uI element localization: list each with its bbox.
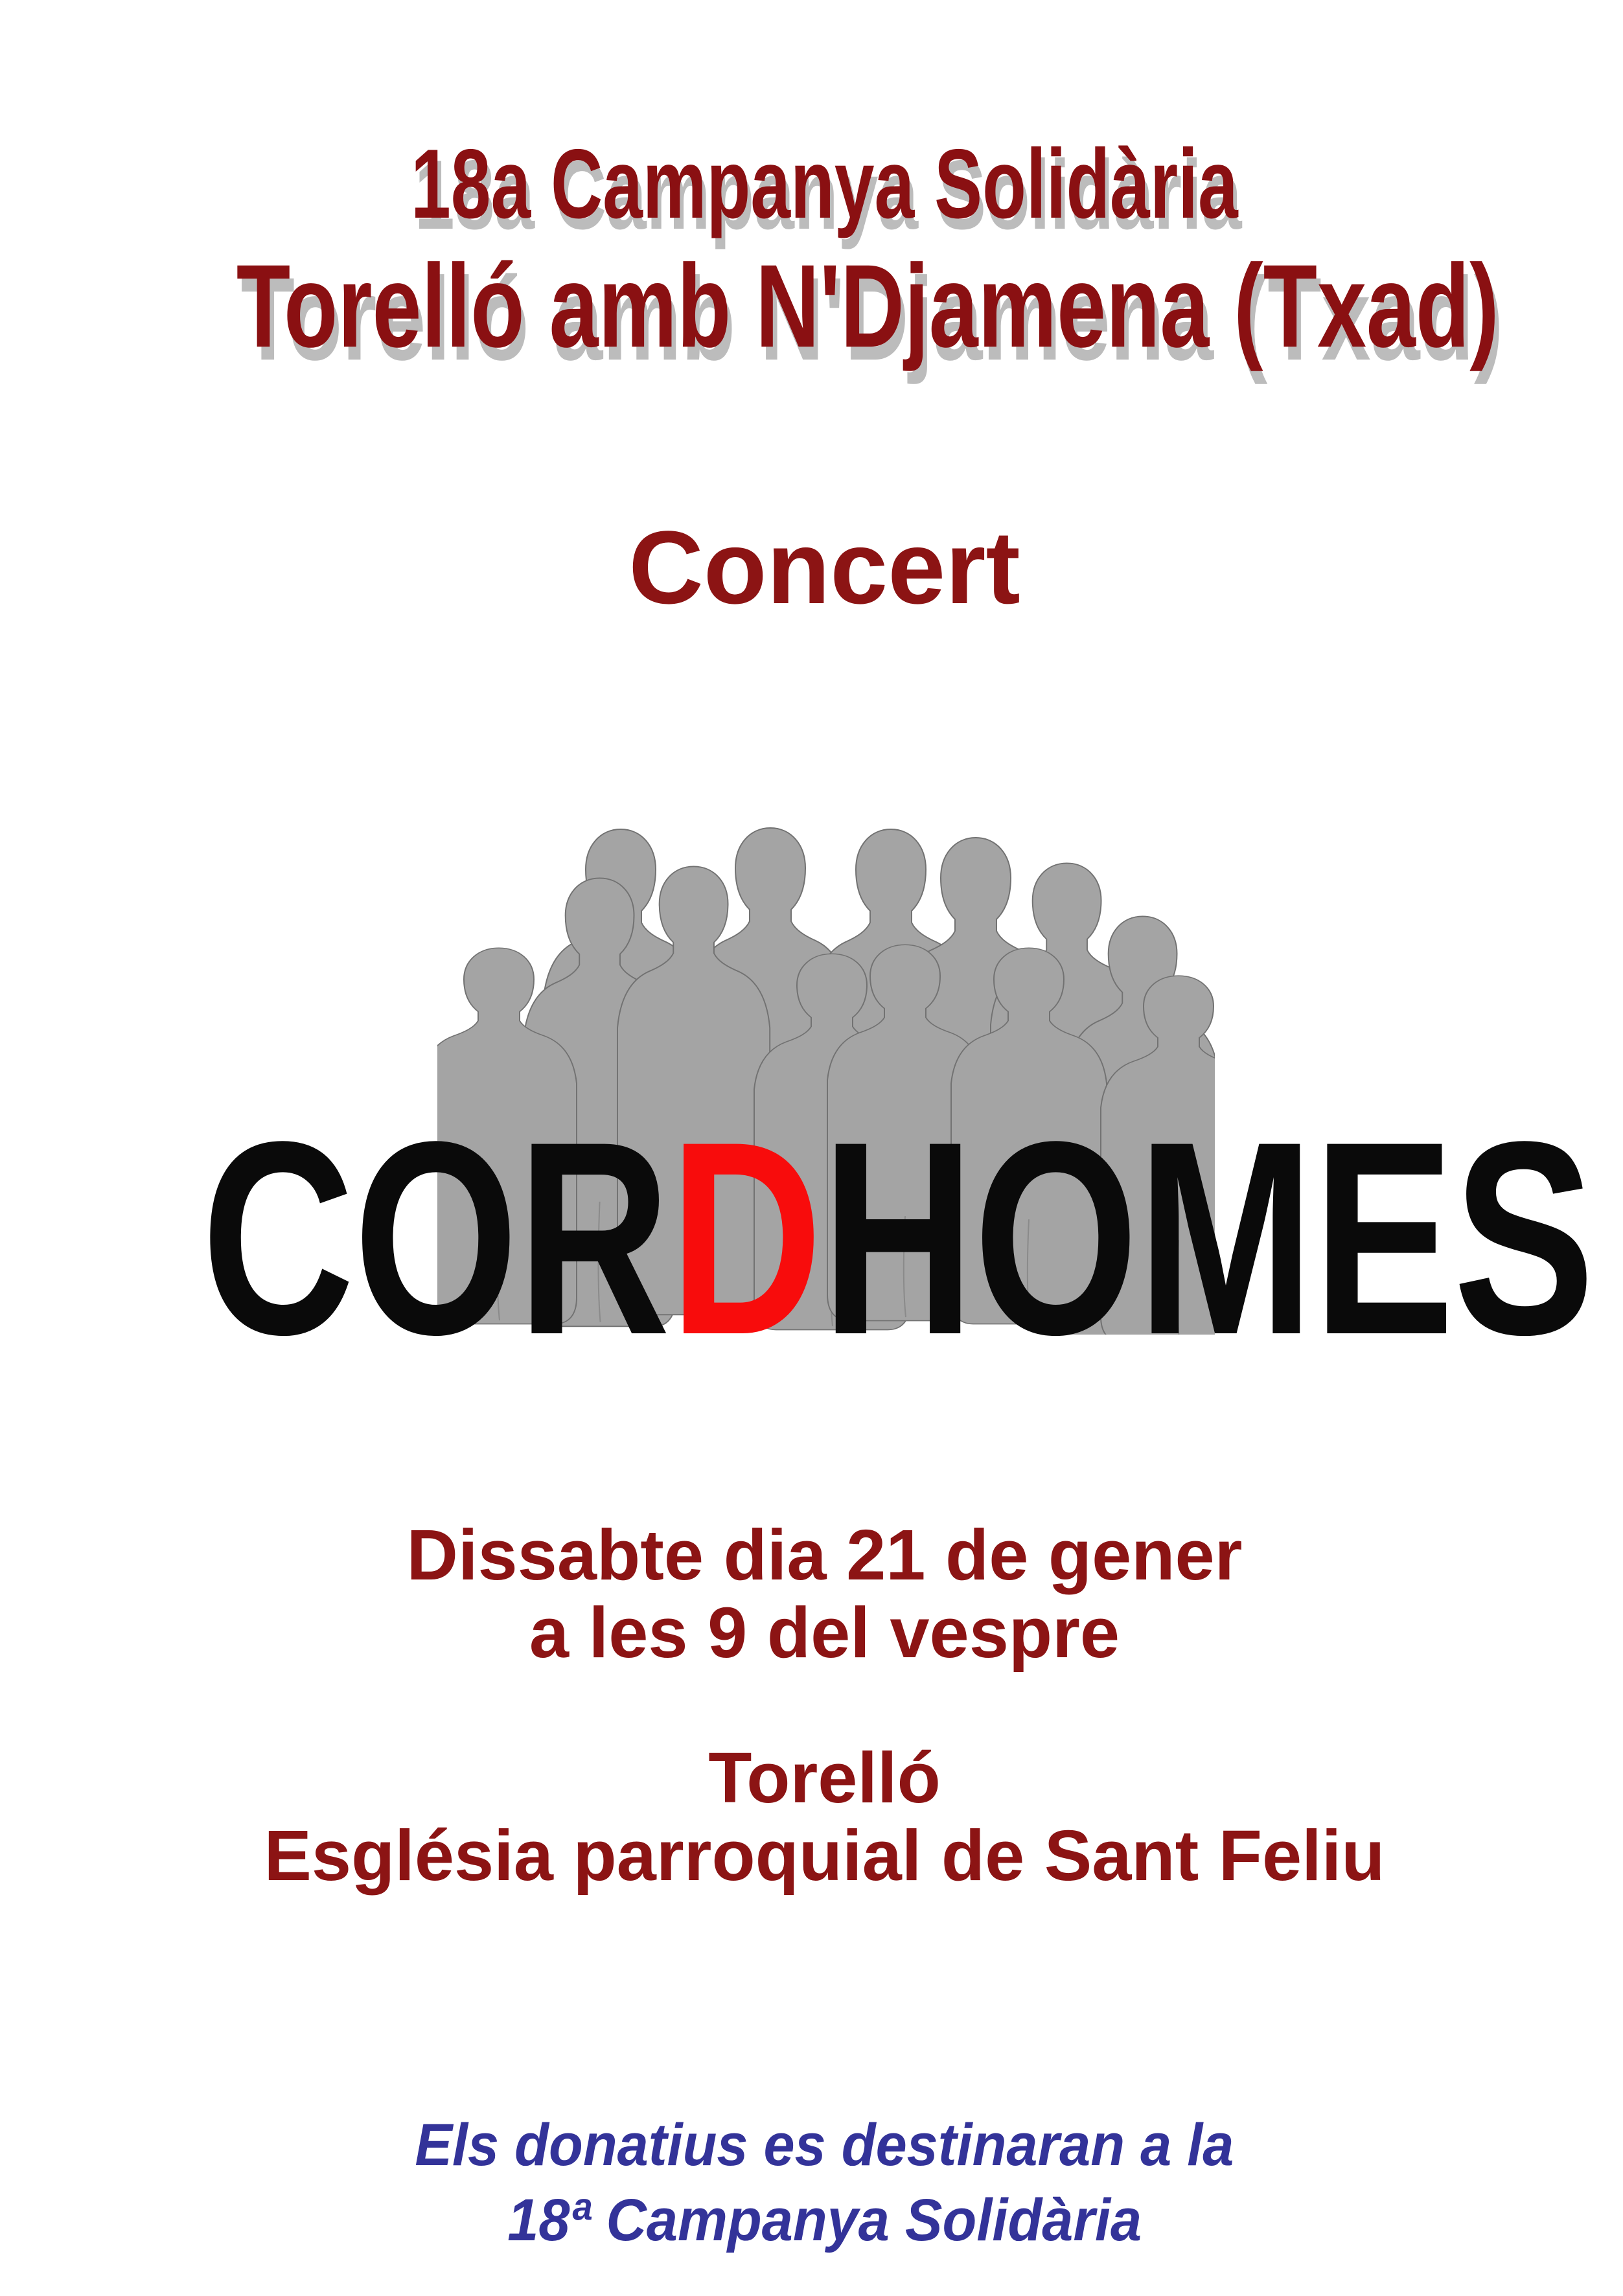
campaign-title [26, 129, 1623, 239]
event-heading: Concert [628, 509, 1020, 625]
logo-part-cor: COR [201, 1085, 670, 1392]
cordhomes-logo [0, 1085, 1623, 1392]
campaign-title-text: 18a Campanya Solidària [411, 129, 1238, 239]
partnership-title [26, 240, 1623, 372]
donation-note [26, 2107, 1623, 2258]
donation-note-line-1: Els donatius es destinaran a la [415, 2112, 1234, 2178]
partnership-title-text: Torelló amb N'Djamena (Txad) [236, 240, 1499, 372]
date-line-2: a les 9 del vespre [529, 1593, 1120, 1673]
venue-town: Torelló [708, 1738, 941, 1818]
cordhomes-logo-text [201, 1085, 1594, 1392]
venue-church: Església parroquial de Sant Feliu [264, 1816, 1385, 1896]
date-block [26, 1517, 1623, 1672]
date-line-1: Dissabte dia 21 de gener [406, 1515, 1243, 1595]
logo-part-homes: HOMES [821, 1085, 1594, 1392]
donation-note-line-2: 18ª Campanya Solidària [507, 2187, 1142, 2253]
venue-block [26, 1739, 1623, 1895]
logo-part-d: D [669, 1085, 822, 1392]
